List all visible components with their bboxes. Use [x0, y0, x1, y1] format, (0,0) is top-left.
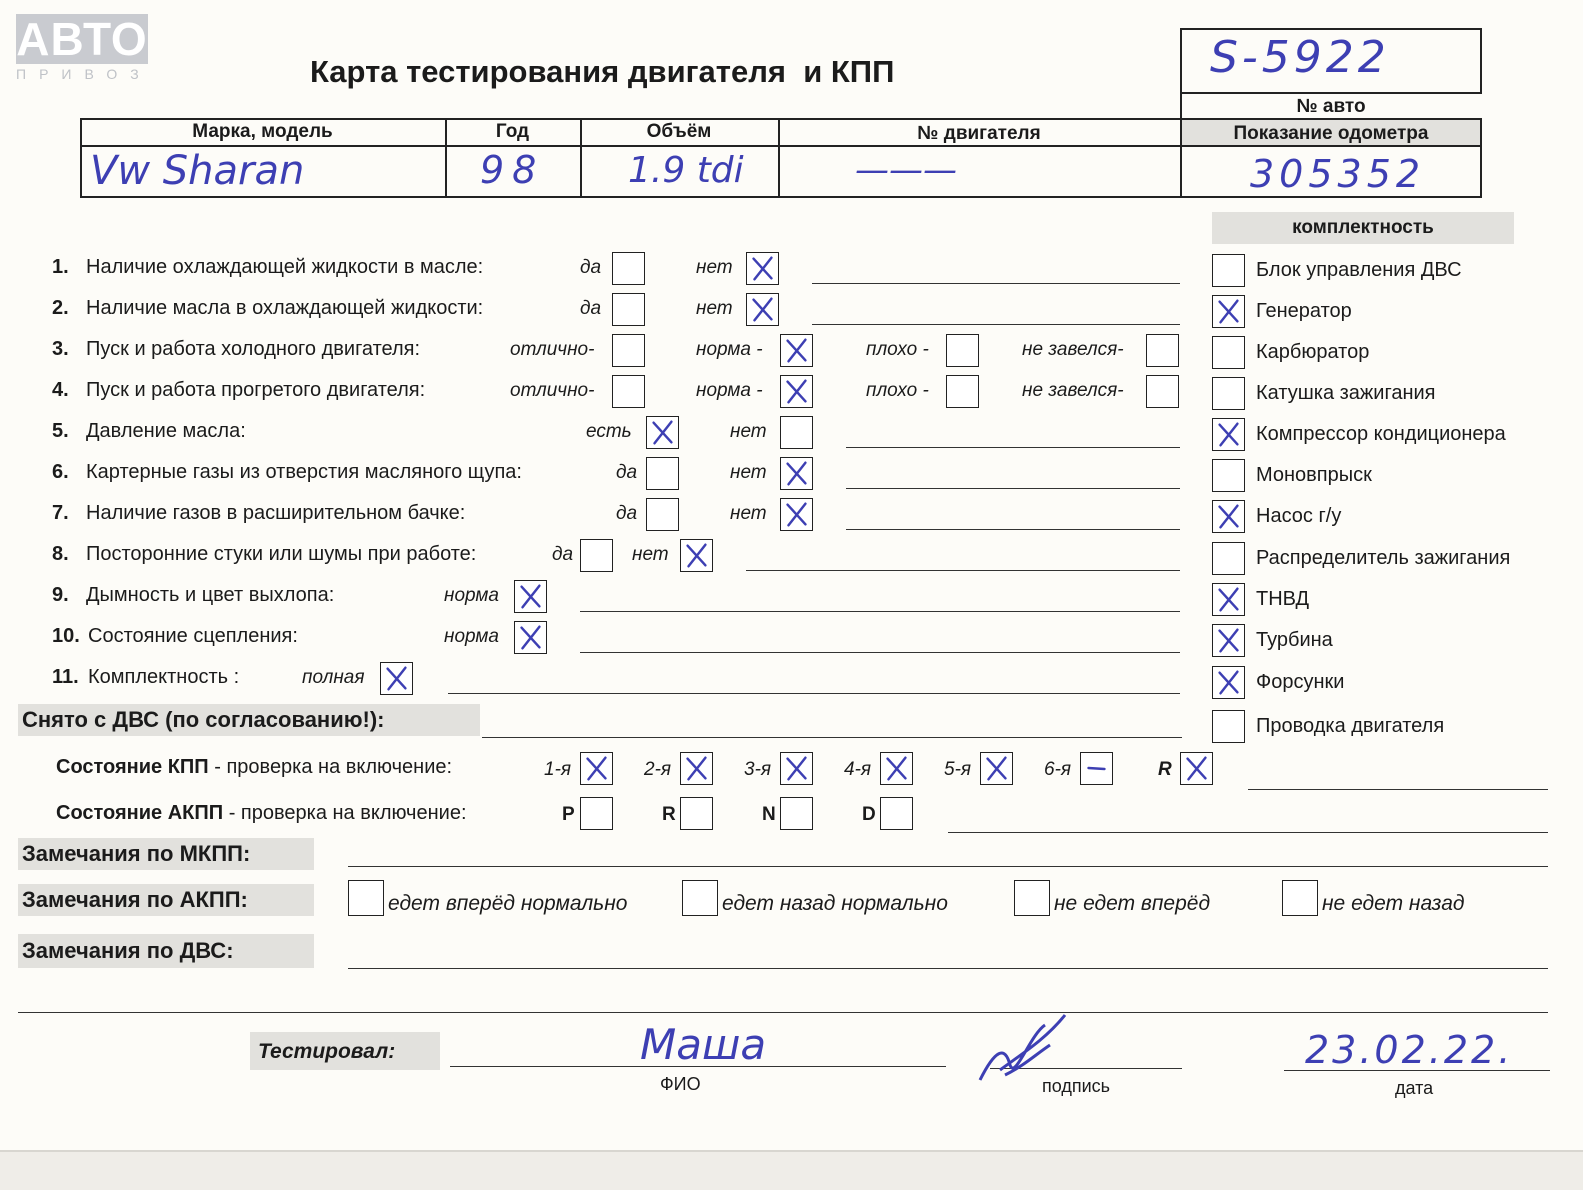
remarks-dvs-line-2 [18, 1012, 1548, 1013]
odometer-header: Показание одометра [1233, 123, 1429, 144]
remarks-mkpp-label: Замечания по МКПП: [22, 841, 251, 866]
brand-header: Марка, модель [192, 121, 333, 142]
check-option-label: норма [444, 626, 499, 647]
volume-header: Объём [646, 121, 712, 142]
remarks-akpp-label: Замечания по АКПП: [22, 887, 248, 912]
odometer-value: 305352 [1250, 152, 1426, 196]
check-option-box[interactable] [612, 375, 645, 408]
completeness-item-label: Моновпрыск [1256, 464, 1372, 486]
akpp-mode-label: D [862, 804, 876, 825]
akpp-mode-label: R [662, 804, 676, 825]
akpp-remark-label: едет вперёд нормально [388, 892, 628, 915]
completeness-item-label: Насос г/у [1256, 505, 1342, 527]
check-option-label: да [616, 503, 638, 524]
scan-bottom-edge [0, 1150, 1583, 1190]
brand-value: Vw Sharan [90, 148, 305, 194]
check-option-box[interactable] [680, 539, 713, 572]
check-option-box[interactable] [780, 416, 813, 449]
check-option-label: полная [302, 667, 365, 688]
akpp-mode-box[interactable] [580, 797, 613, 830]
akpp-label-rest: - проверка на включение: [223, 802, 467, 824]
check-option-label: нет [632, 544, 669, 565]
check-option-box[interactable] [746, 293, 779, 326]
check-option-label: не завелся- [1022, 380, 1124, 401]
check-question: Наличие газов в расширительном бачке: [86, 502, 466, 524]
check-option-label: плохо - [866, 339, 929, 360]
kpp-gear-label: 4-я [844, 759, 872, 780]
kpp-gear-label: 3-я [744, 759, 772, 780]
check-option-box[interactable] [646, 457, 679, 490]
logo: АВТО [16, 13, 148, 65]
kpp-gear-box[interactable] [980, 752, 1013, 785]
kpp-gear-label: 1-я [544, 759, 572, 780]
check-option-box[interactable] [612, 293, 645, 326]
check-option-label: нет [696, 257, 733, 278]
akpp-remark-checkbox[interactable] [348, 880, 384, 916]
page-title: Карта тестирования двигателя и КПП [310, 54, 895, 89]
check-number: 3. [52, 338, 69, 360]
check-option-label: норма - [696, 339, 763, 360]
check-question: Пуск и работа холодного двигателя: [86, 338, 421, 360]
akpp-mode-label: N [762, 804, 776, 825]
check-question: Давление масла: [86, 420, 246, 442]
check-comment-line [746, 570, 1180, 571]
completeness-checkbox[interactable] [1212, 542, 1245, 575]
akpp-remark-label: не едет вперёд [1054, 892, 1211, 915]
akpp-mode-box[interactable] [680, 797, 713, 830]
check-number: 1. [52, 256, 69, 278]
kpp-gear-label: R [1158, 759, 1172, 780]
header-row-divider [80, 145, 1482, 147]
check-number: 6. [52, 461, 69, 483]
completeness-checkbox[interactable] [1212, 336, 1245, 369]
check-option-box[interactable] [780, 334, 813, 367]
col-divider-4 [1180, 94, 1182, 198]
check-option-label: да [580, 298, 602, 319]
completeness-checkbox[interactable] [1212, 459, 1245, 492]
akpp-line [948, 832, 1548, 833]
check-question: Наличие масла в охлаждающей жидкости: [86, 297, 484, 319]
check-question: Пуск и работа прогретого двигателя: [86, 379, 426, 401]
kpp-label-bold: Состояние КПП [56, 756, 209, 778]
check-question: Состояние сцепления: [88, 625, 298, 647]
check-question: Комплектность : [88, 666, 240, 688]
kpp-gear-label: 5-я [944, 759, 972, 780]
check-option-label: отлично- [510, 339, 595, 360]
kpp-gear-box[interactable] [880, 752, 913, 785]
completeness-checkbox[interactable] [1212, 295, 1245, 328]
date-value: 23.02.22. [1305, 1028, 1514, 1072]
kpp-gear-label: 2-я [644, 759, 672, 780]
check-option-box[interactable] [612, 252, 645, 285]
check-option-box[interactable] [780, 375, 813, 408]
check-option-box[interactable] [946, 334, 979, 367]
completeness-item-label: Генератор [1256, 300, 1352, 322]
signature [975, 1010, 1075, 1085]
check-comment-line [846, 488, 1180, 489]
check-option-box[interactable] [514, 580, 547, 613]
sign-label: подпись [1042, 1076, 1111, 1096]
check-number: 5. [52, 420, 69, 442]
removed-label: Снято с ДВС (по согласованию!): [22, 707, 385, 732]
kpp-gear-box[interactable] [780, 752, 813, 785]
completeness-checkbox[interactable] [1212, 377, 1245, 410]
kpp-gear-box[interactable] [1080, 752, 1113, 785]
akpp-remark-checkbox[interactable] [682, 880, 718, 916]
check-option-label: есть [586, 421, 632, 442]
akpp-remark-label: едет назад нормально [722, 892, 948, 915]
check-comment-line [580, 652, 1180, 653]
check-option-label: да [580, 257, 602, 278]
check-option-box[interactable] [514, 621, 547, 654]
check-number: 2. [52, 297, 69, 319]
completeness-checkbox[interactable] [1212, 254, 1245, 287]
check-number: 11. [52, 666, 79, 688]
akpp-mode-box[interactable] [880, 797, 913, 830]
remarks-dvs-label: Замечания по ДВС: [22, 938, 234, 963]
check-option-label: нет [696, 298, 733, 319]
remarks-mkpp-line [348, 866, 1548, 867]
check-comment-line [846, 447, 1180, 448]
akpp-label [56, 802, 467, 825]
check-option-box[interactable] [380, 662, 413, 695]
completeness-checkbox[interactable] [1212, 666, 1245, 699]
completeness-item-label: Проводка двигателя [1256, 715, 1445, 737]
check-number: 9. [52, 584, 69, 606]
completeness-checkbox[interactable] [1212, 418, 1245, 451]
check-option-label: да [552, 544, 574, 565]
check-option-box[interactable] [746, 252, 779, 285]
year-value: 98 [480, 148, 545, 192]
logo-subtitle: ПРИВОЗ [16, 66, 152, 82]
akpp-remark-checkbox[interactable] [1282, 880, 1318, 916]
check-option-label: нет [730, 503, 767, 524]
check-option-box[interactable] [646, 416, 679, 449]
completeness-item-label: Форсунки [1256, 671, 1345, 693]
kpp-label [56, 756, 452, 779]
check-option-box[interactable] [946, 375, 979, 408]
check-option-box[interactable] [780, 498, 813, 531]
volume-value: 1.9 tdi [628, 150, 744, 191]
check-option-label: плохо - [866, 380, 929, 401]
check-number: 7. [52, 502, 69, 524]
completeness-item-label: Распределитель зажигания [1256, 547, 1511, 569]
check-option-box[interactable] [780, 457, 813, 490]
completeness-item-label: ТНВД [1256, 588, 1310, 610]
completeness-item-label: Турбина [1256, 629, 1333, 651]
completeness-checkbox[interactable] [1212, 624, 1245, 657]
check-option-box[interactable] [1146, 334, 1179, 367]
completeness-item-label: Карбюратор [1256, 341, 1370, 363]
akpp-mode-box[interactable] [780, 797, 813, 830]
check-question: Наличие охлаждающей жидкости в масле: [86, 256, 484, 278]
check-option-label: нет [730, 462, 767, 483]
check-number: 4. [52, 379, 69, 401]
auto-number-value: S-5922 [1210, 32, 1390, 83]
check-option-label: норма [444, 585, 499, 606]
akpp-remark-label: не едет назад [1322, 892, 1465, 915]
check-option-box[interactable] [612, 334, 645, 367]
akpp-label-bold: Состояние АКПП [56, 802, 224, 824]
check-comment-line [812, 283, 1180, 284]
engine-no-header: № двигателя [917, 123, 1041, 144]
akpp-remark-checkbox[interactable] [1014, 880, 1050, 916]
completeness-checkbox[interactable] [1212, 583, 1245, 616]
check-comment-line [812, 324, 1180, 325]
removed-line [482, 737, 1182, 738]
engine-no-value: ——— [855, 150, 957, 190]
check-option-label: не завелся- [1022, 339, 1124, 360]
remarks-dvs-line [348, 968, 1548, 969]
tested-label: Тестировал: [258, 1040, 396, 1063]
check-option-box[interactable] [1146, 375, 1179, 408]
completeness-title: комплектность [1292, 217, 1434, 238]
fio-label: ФИО [660, 1074, 701, 1094]
check-number: 10. [52, 625, 80, 647]
date-label: дата [1395, 1078, 1434, 1098]
completeness-checkbox[interactable] [1212, 500, 1245, 533]
completeness-checkbox[interactable] [1212, 710, 1245, 743]
check-option-box[interactable] [646, 498, 679, 531]
check-comment-line [448, 693, 1180, 694]
tester-name: Маша [640, 1020, 767, 1069]
completeness-item-label: Катушка зажигания [1256, 382, 1436, 404]
auto-number-label: № авто [1296, 96, 1366, 117]
check-number: 8. [52, 543, 69, 565]
check-question: Картерные газы из отверстия масляного щупа: [86, 461, 522, 483]
akpp-mode-label: P [562, 804, 575, 825]
check-option-label: да [616, 462, 638, 483]
check-option-label: норма - [696, 380, 763, 401]
kpp-gear-label: 6-я [1044, 759, 1072, 780]
kpp-line [1248, 789, 1548, 790]
check-comment-line [846, 529, 1180, 530]
year-header: Год [495, 121, 530, 142]
kpp-gear-box[interactable] [580, 752, 613, 785]
completeness-item-label: Компрессор кондиционера [1256, 423, 1506, 445]
completeness-item-label: Блок управления ДВС [1256, 259, 1462, 281]
kpp-gear-box[interactable] [1180, 752, 1213, 785]
kpp-gear-box[interactable] [680, 752, 713, 785]
check-question: Дымность и цвет выхлопа: [86, 584, 335, 606]
kpp-label-rest: - проверка на включение: [208, 756, 453, 778]
check-option-box[interactable] [580, 539, 613, 572]
check-question: Посторонние стуки или шумы при работе: [86, 543, 477, 565]
check-option-label: нет [730, 421, 767, 442]
check-comment-line [580, 611, 1180, 612]
check-option-label: отлично- [510, 380, 595, 401]
